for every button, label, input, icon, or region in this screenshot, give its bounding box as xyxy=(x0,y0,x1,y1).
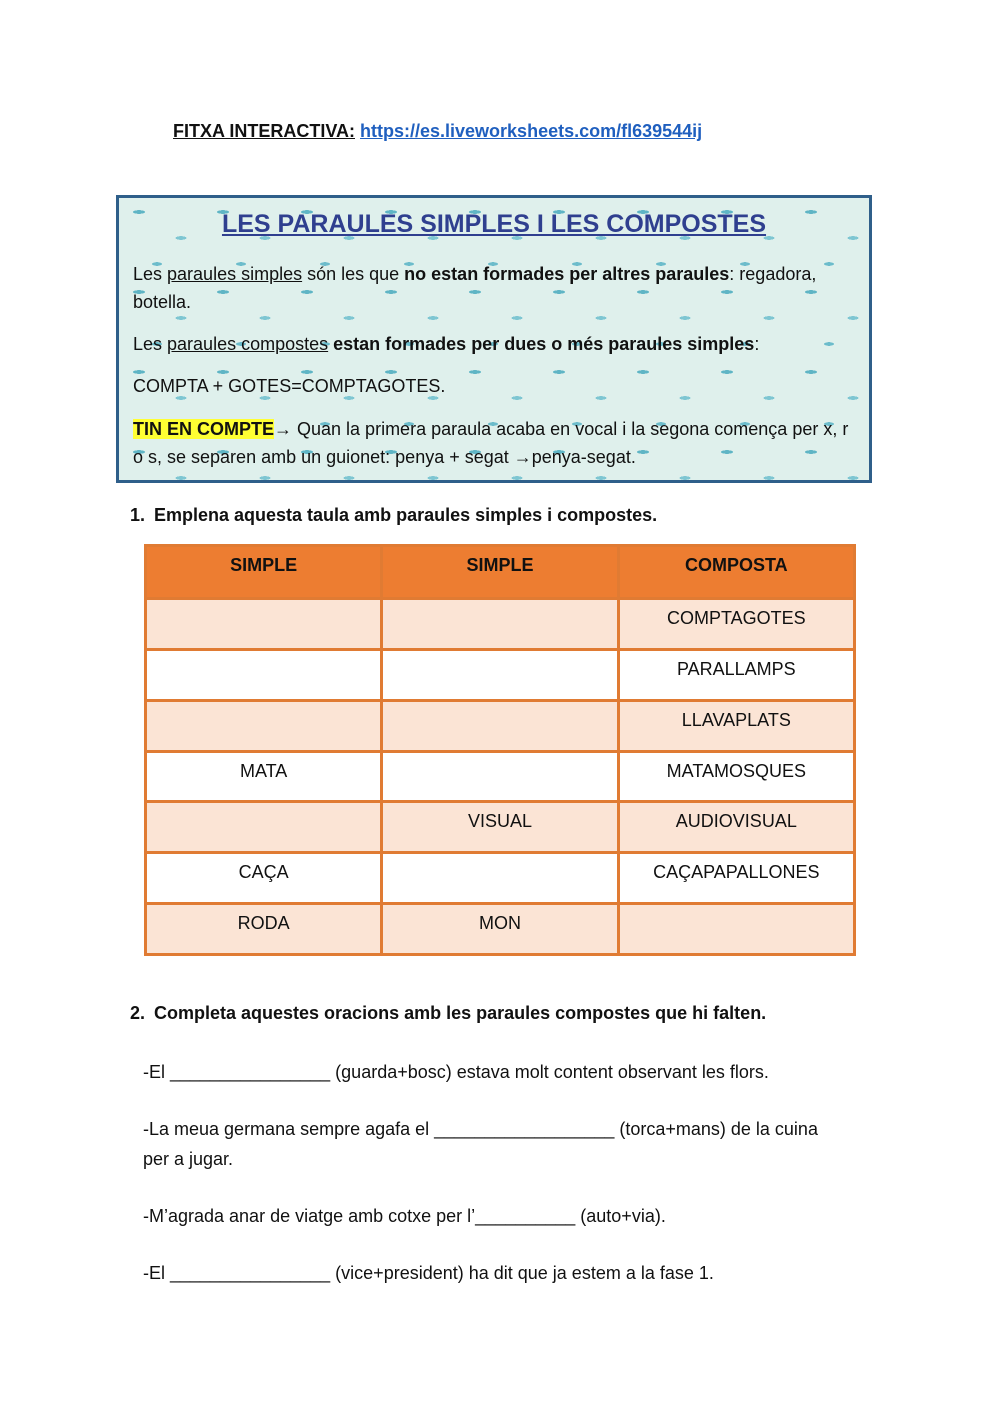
table-cell[interactable] xyxy=(382,599,618,650)
compound-words-definition: Les paraules compostes estan formades per dues o més paraules simples: xyxy=(133,334,760,354)
table-cell[interactable] xyxy=(382,751,618,802)
sentence-3[interactable]: -M’agrada anar de viatge amb cotxe per l’__________ (auto+via). xyxy=(143,1206,666,1226)
table-cell[interactable] xyxy=(146,700,382,751)
table-row xyxy=(146,700,855,751)
header-simple-2: SIMPLE xyxy=(382,546,618,599)
note-highlight: TIN EN COMPTE xyxy=(133,419,275,439)
table-cell[interactable] xyxy=(618,904,854,955)
table-cell[interactable] xyxy=(146,599,382,650)
header-label: FITXA INTERACTIVA: xyxy=(173,121,355,141)
table-cell[interactable] xyxy=(146,649,382,700)
note-paragraph: TIN EN COMPTE→ Quan la primera paraula acaba en vocal i la segona comença per x, r o s, se separen amb un guionet: penya + segat →penya-segat. xyxy=(133,419,849,467)
table-cell: CAÇA xyxy=(146,853,382,904)
info-title: LES PARAULES SIMPLES I LES COMPOSTES xyxy=(221,210,767,238)
table-row xyxy=(146,649,855,700)
table-cell: MON xyxy=(382,904,618,955)
sentence-1[interactable]: -El ________________ (guarda+bosc) estava molt content observant les flors. xyxy=(143,1062,769,1082)
sentence-2[interactable]: -La meua germana sempre agafa el __________________ (torca+mans) de la cuina per a jugar. xyxy=(143,1119,818,1169)
table-row xyxy=(146,904,855,955)
table-cell[interactable] xyxy=(382,649,618,700)
table-row xyxy=(146,599,855,650)
words-table xyxy=(144,544,856,956)
table-cell: PARALLAMPS xyxy=(618,649,854,700)
table-cell: COMPTAGOTES xyxy=(618,599,854,650)
table-cell[interactable] xyxy=(146,802,382,853)
table-cell: LLAVAPLATS xyxy=(618,700,854,751)
table-cell: MATA xyxy=(146,751,382,802)
table-cell: RODA xyxy=(146,904,382,955)
worksheet-header xyxy=(173,121,702,142)
simple-words-definition: Les paraules simples són les que no estan formades per altres paraules: regadora, botella. xyxy=(133,264,817,312)
table-cell: MATAMOSQUES xyxy=(618,751,854,802)
header-simple-1: SIMPLE xyxy=(146,546,382,599)
info-box xyxy=(116,195,872,483)
table-row xyxy=(146,802,855,853)
question-2: 2. Completa aquestes oracions amb les paraules compostes que hi falten. xyxy=(130,1003,767,1023)
compound-example: COMPTA + GOTES=COMPTAGOTES. xyxy=(133,376,446,396)
table-row xyxy=(146,853,855,904)
header-composta: COMPOSTA xyxy=(618,546,854,599)
table-cell: AUDIOVISUAL xyxy=(618,802,854,853)
table-cell: CAÇAPAPALLONES xyxy=(618,853,854,904)
table-cell: VISUAL xyxy=(382,802,618,853)
table-cell[interactable] xyxy=(382,853,618,904)
question-1: 1. Emplena aquesta taula amb paraules simples i compostes. xyxy=(130,505,658,525)
table-cell[interactable] xyxy=(382,700,618,751)
sentence-4[interactable]: -El ________________ (vice+president) ha dit que ja estem a la fase 1. xyxy=(143,1263,714,1283)
table-row xyxy=(146,751,855,802)
worksheet-link[interactable]: https://es.liveworksheets.com/fl639544ij xyxy=(360,121,703,141)
